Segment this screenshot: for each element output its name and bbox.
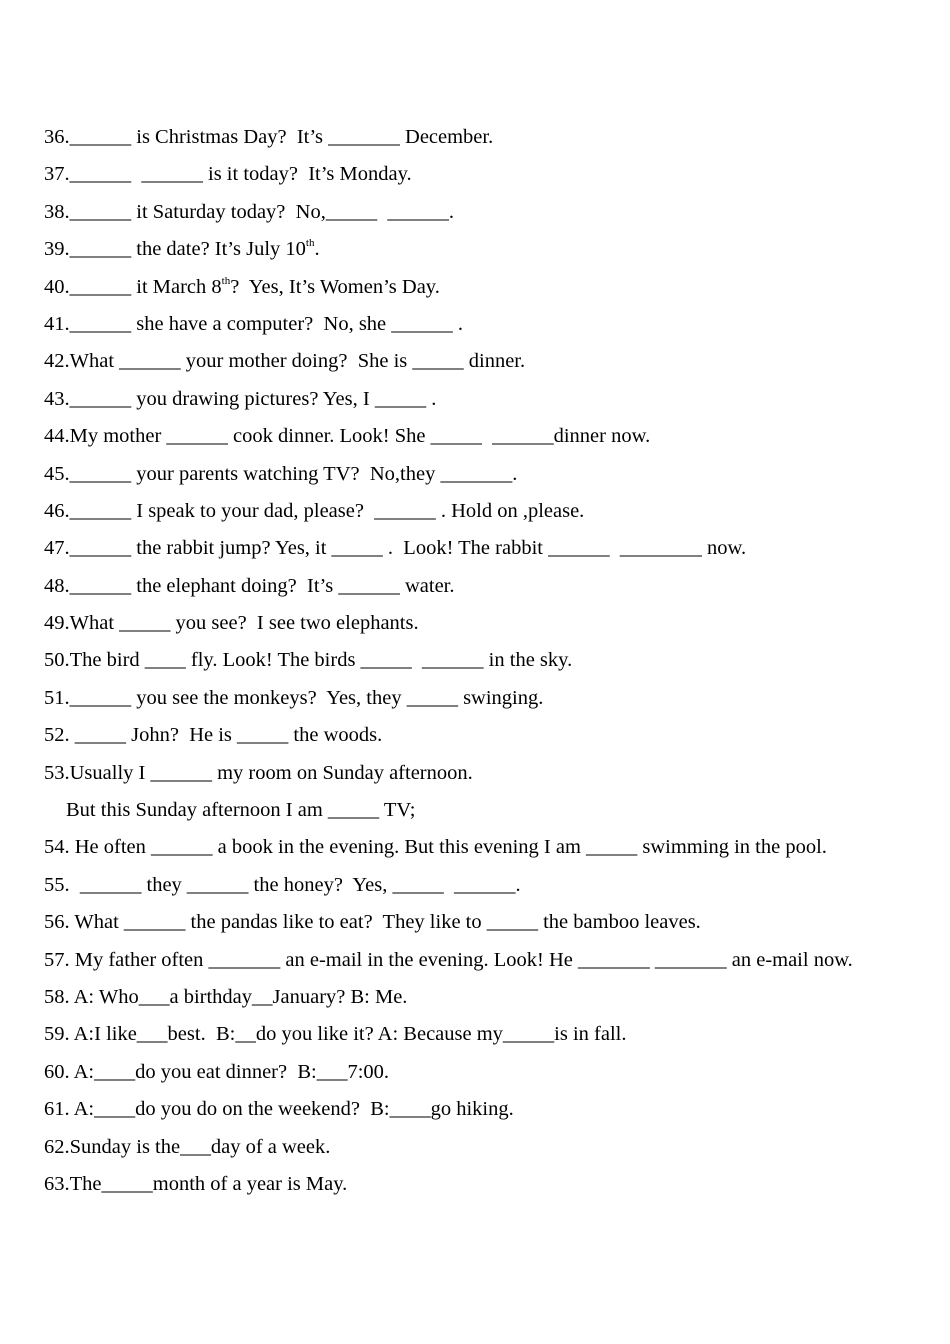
- exercise-56: 56. What ______ the pandas like to eat? They like to _____ the bamboo leaves.: [44, 911, 701, 934]
- exercise-40: [44, 269, 944, 306]
- exercise-39-end: .: [314, 238, 320, 261]
- exercise-46: 46.______ I speak to your dad, please? ______ . Hold on ,please.: [44, 499, 585, 522]
- exercise-63: 63.The_____month of a year is May.: [44, 1172, 348, 1195]
- exercise-list: [44, 119, 944, 1203]
- exercise-57: 57. My father often _______ an e-mail in the evening. Look! He _______ _______ an e-mail now.: [44, 948, 853, 971]
- exercise-47: 47.______ the rabbit jump? Yes, it _____ . Look! The rabbit ______ ________ now.: [44, 537, 747, 560]
- exercise-53: 53.Usually I ______ my room on Sunday afternoon.: [44, 761, 473, 784]
- exercise-36: 36.______ is Christmas Day? It’s _______ December.: [44, 126, 494, 148]
- exercise-42: 42.What ______ your mother doing? She is _____ dinner.: [44, 350, 526, 373]
- exercise-38: 38.______ it Saturday today? No,_____ ______.: [44, 200, 454, 223]
- exercise-43: 43.______ you drawing pictures? Yes, I _____ .: [44, 387, 437, 410]
- exercise-44: 44.My mother ______ cook dinner. Look! She _____ ______dinner now.: [44, 425, 651, 448]
- exercise-62: 62.Sunday is the___day of a week.: [44, 1135, 331, 1158]
- ordinal-suffix: th: [221, 274, 231, 287]
- exercise-37: 37.______ ______ is it today? It’s Monday.: [44, 163, 412, 186]
- exercise-39-text: 39.______ the date? It’s July 10: [44, 238, 306, 261]
- exercise-51: 51.______ you see the monkeys? Yes, they _____ swinging.: [44, 686, 544, 709]
- exercise-55: 55. ______ they ______ the honey? Yes, _____ ______.: [44, 873, 521, 896]
- exercise-39: [44, 231, 944, 268]
- exercise-53-continued: But this Sunday afternoon I am _____ TV;: [66, 799, 416, 822]
- exercise-52: 52. _____ John? He is _____ the woods.: [44, 724, 383, 747]
- exercise-60: 60. A:____do you eat dinner? B:___7:00.: [44, 1060, 390, 1083]
- exercise-41: 41.______ she have a computer? No, she ______ .: [44, 312, 464, 335]
- exercise-58: 58. A: Who___a birthday__January? B: Me.: [44, 985, 408, 1008]
- exercise-49: 49.What _____ you see? I see two elephants.: [44, 612, 419, 635]
- exercise-45: 45.______ your parents watching TV? No,they _______.: [44, 462, 518, 485]
- exercise-54: 54. He often ______ a book in the evening. But this evening I am _____ swimming in the pool.: [44, 836, 827, 859]
- exercise-59: 59. A:I like___best. B:__do you like it? A: Because my_____is in fall.: [44, 1023, 627, 1046]
- exercise-50: 50.The bird ____ fly. Look! The birds _____ ______ in the sky.: [44, 649, 573, 672]
- exercise-61: 61. A:____do you do on the weekend? B:____go hiking.: [44, 1098, 514, 1121]
- exercise-48: 48.______ the elephant doing? It’s ______ water.: [44, 574, 455, 597]
- ordinal-suffix: th: [305, 237, 315, 250]
- exercise-40-text: 40.______ it March 8: [44, 275, 222, 298]
- exercise-40-end: ? Yes, It’s Women’s Day.: [230, 275, 440, 298]
